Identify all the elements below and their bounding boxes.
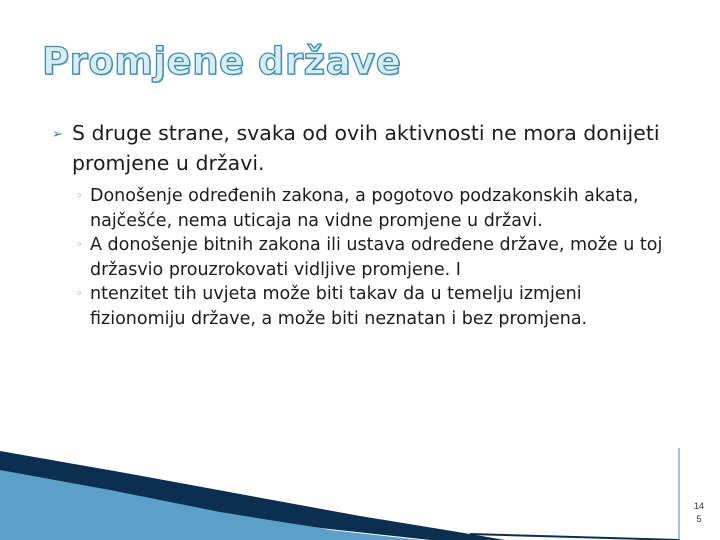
bullet-level1 xyxy=(52,118,672,178)
bullet-circle-icon: ◦ xyxy=(76,189,83,202)
slide-content xyxy=(52,118,672,331)
swoosh-tail-line xyxy=(470,534,680,540)
sub-bullet-item xyxy=(76,233,672,282)
slide-title: Promjene države xyxy=(42,40,402,83)
sub-bullet-text: ntenzitet tih uvjeta može biti takav da u temelju izmjeni fizionomiju države, a može biti neznatan i bez promjena. xyxy=(90,284,588,329)
sub-bullet-list xyxy=(52,184,672,331)
sub-bullet-text: Donošenje određenih zakona, a pogotovo podzakonskih akata, najčešće, nema uticaja na vidne promjene u državi. xyxy=(90,186,639,231)
sub-bullet-item xyxy=(76,184,672,233)
bullet-circle-icon: ◦ xyxy=(76,287,83,300)
bullet-level1-text: S druge strane, svaka od ovih aktivnosti ne mora donijeti promjene u državi. xyxy=(72,121,660,175)
bullet-arrow-icon: ➢ xyxy=(52,127,63,142)
decorative-swoosh xyxy=(0,448,720,540)
page-number-line2: 5 xyxy=(696,514,702,524)
page-number xyxy=(686,500,712,526)
sub-bullet-item xyxy=(76,282,672,331)
bullet-circle-icon: ◦ xyxy=(76,238,83,251)
sub-bullet-text: A donošenje bitnih zakona ili ustava određene države, može u toj držasvio prouzrokovati vidljive promjene. I xyxy=(90,235,663,280)
page-number-line1: 14 xyxy=(693,501,704,511)
